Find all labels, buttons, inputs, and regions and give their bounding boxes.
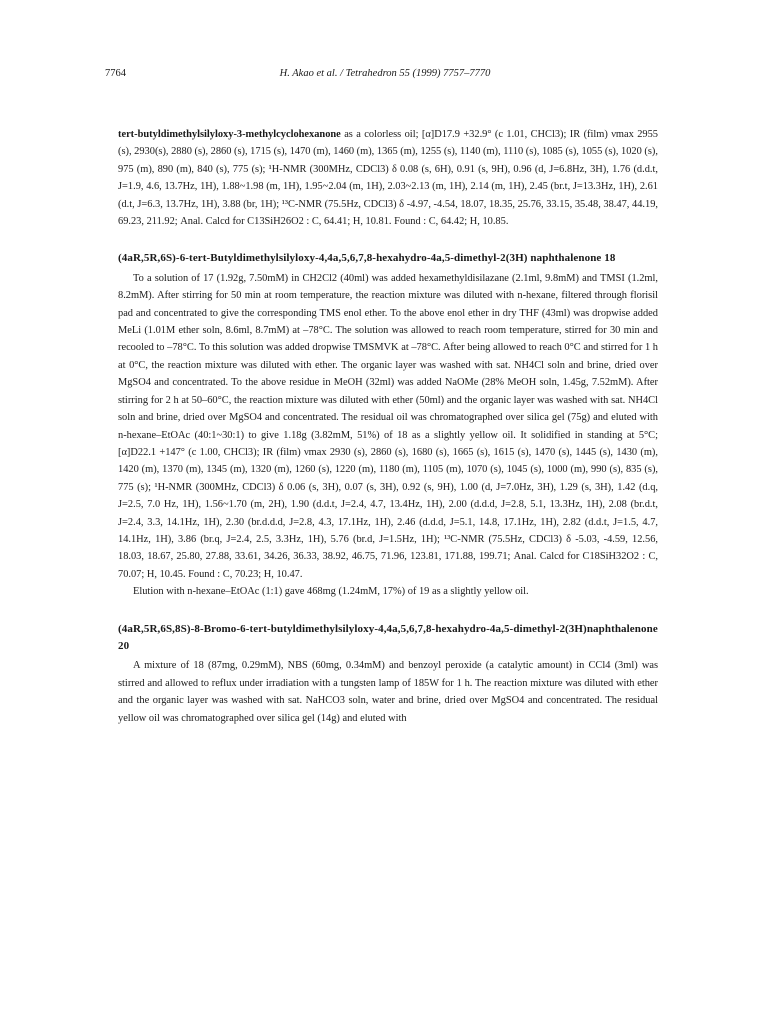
procedure-paragraph-20: A mixture of 18 (87mg, 0.29mM), NBS (60mg, 0.34mM) and benzoyl peroxide (a catalytic amount) in CCl4 (3ml) was stirred and allowed to reflux under irradiation with a tungsten lamp of 185W for 1 h. The reaction mixture was diluted with ether and the organic layer was washed with sat. NaHCO3 soln, water and brine, dried over MgSO4 and concentrated. The residual yellow oil was chromatographed over silica gel (14g) and eluted with	[118, 660, 658, 724]
section-heading-20: (4aR,5R,6S,8S)-8-Bromo-6-tert-butyldimethylsilyloxy-4,4a,5,6,7,8-hexahydro-4a,5-dimethyl-2(3H)naphthalenone 20	[118, 622, 658, 652]
elution-paragraph-19: Elution with n-hexane–EtOAc (1:1) gave 468mg (1.24mM, 17%) of 19 as a slightly yellow oil.	[133, 586, 529, 598]
intro-text: as a colorless oil; [α]D17.9 +32.9° (c 1.01, CHCl3); IR (film) νmax 2955 (s), 2930(s), 2880 (s), 2860 (s), 1715 (s), 1470 (m), 1460 (m), 1365 (m), 1255 (s), 1140 (m), 1110 (s), 1085 (s), 1055 (s), 1020 (s), 975 (m), 890 (m), 840 (s), 775 (s); ¹H-NMR (300MHz, CDCl3) δ 0.08 (s, 6H), 0.91 (s, 9H), 0.96 (d, J=6.8Hz, 3H), 1.76 (d.d.t, J=1.9, 4.6, 13.7Hz, 1H), 1.88~1.98 (m, 1H), 1.95~2.04 (m, 1H), 2.03~2.13 (m, 1H), 2.14 (m, 1H), 2.45 (br.t, J=13.3Hz, 1H), 2.61 (d.t, J=6.3, 13.7Hz, 1H), 3.88 (br, 1H); ¹³C-NMR (75.5Hz, CDCl3) δ -4.97, -4.54, 18.07, 18.35, 25.76, 33.15, 35.48, 38.47, 44.19, 69.23, 211.92; Anal. Calcd for C13SiH26O2 : C, 64.41; H, 10.81. Found : C, 64.42; H, 10.85.	[118, 129, 658, 228]
running-header	[105, 68, 665, 84]
journal-citation: H. Akao et al. / Tetrahedron 55 (1999) 7757–7770	[279, 68, 491, 79]
article-body	[118, 126, 658, 727]
procedure-paragraph-18: To a solution of 17 (1.92g, 7.50mM) in CH2Cl2 (40ml) was added hexamethyldisilazane (2.1ml, 9.8mM) and TMSI (1.2ml, 8.2mM). After stirring for 50 min at room temperature, the reaction mixture was diluted with n-hexane, filtered through florisil pad and concentrated to give the corresponding TMS enol ether. To the above enol ether in dry THF (43ml) was dropwise added MeLi (1.01M ether soln, 8.6ml, 8.7mM) at –78°C. The solution was allowed to reach room temperature, stirred for 30 min and recooled to –78°C. To this solution was added dropwise TMSMVK at –78°C. After being allowed to reach 0°C and stirred for 1 h at 0°C, the reaction mixture was diluted with ether. The organic layer was washed with sat. NH4Cl soln and brine, dried over MgSO4 and concentrated. To the above residue in MeOH (32ml) was added NaOMe (28% MeOH soln, 1.45g, 7.52mM). After stirring for 2 h at 50–60°C, the reaction mixture was diluted with ether (50ml) and the organic layer was washed with sat. NH4Cl soln and brine, dried over MgSO4 and concentrated. The residual oil was chromatographed over silica gel (75g) and eluted with n-hexane–EtOAc (40:1~30:1) to give 1.18g (3.82mM, 51%) of 18 as a slightly yellow oil. It solidified in standing at 5°C; [α]D22.1 +147° (c 1.00, CHCl3); IR (film) νmax 2930 (s), 2860 (s), 1680 (s), 1665 (s), 1615 (s), 1470 (s), 1445 (s), 1430 (m), 1420 (m), 1370 (m), 1345 (m), 1320 (m), 1260 (s), 1220 (m), 1180 (m), 1105 (m), 1070 (s), 1045 (s), 1000 (m), 990 (s), 835 (s), 775 (s); ¹H-NMR (300MHz, CDCl3) δ 0.06 (s, 3H), 0.07 (s, 3H), 0.92 (s, 9H), 1.00 (d, J=7.0Hz, 3H), 1.29 (s, 3H), 1.42 (d.q, J=2.5, 7.0 Hz, 1H), 1.56~1.70 (m, 2H), 1.90 (d.d.t, J=2.4, 4.7, 13.4Hz, 1H), 2.00 (d.d.d, J=2.8, 5.1, 13.3Hz, 1H), 2.08 (br.d.t, J=2.4, 3.3, 14.1Hz, 1H), 2.30 (br.d.d.d, J=2.8, 4.3, 17.1Hz, 1H), 2.46 (d.d.d, J=5.1, 14.8, 17.1Hz, 1H), 2.82 (d.d.t, J=1.5, 4.7, 14.1Hz, 1H), 3.86 (br.q, J=2.4, 2.5, 3.3Hz, 1H), 5.76 (br.d, J=1.5Hz, 1H); ¹³C-NMR (75.5Hz, CDCl3) δ -5.03, -4.59, 12.56, 18.03, 18.67, 25.80, 27.88, 33.61, 34.26, 36.33, 38.92, 46.75, 71.96, 123.81, 171.88, 199.71; Anal. Calcd for C18SiH32O2 : C, 70.07; H, 10.45. Found : C, 70.23; H, 10.47.	[118, 272, 658, 580]
page-number: 7764	[105, 68, 126, 79]
intro-paragraph	[118, 126, 658, 230]
section-heading-18: (4aR,5R,6S)-6-tert-Butyldimethylsilyloxy-4,4a,5,6,7,8-hexahydro-4a,5-dimethyl-2(3H) naphthalenone 18	[118, 252, 616, 265]
intro-compound-name: tert-butyldimethylsilyloxy-3-methylcyclohexanone	[118, 129, 341, 140]
